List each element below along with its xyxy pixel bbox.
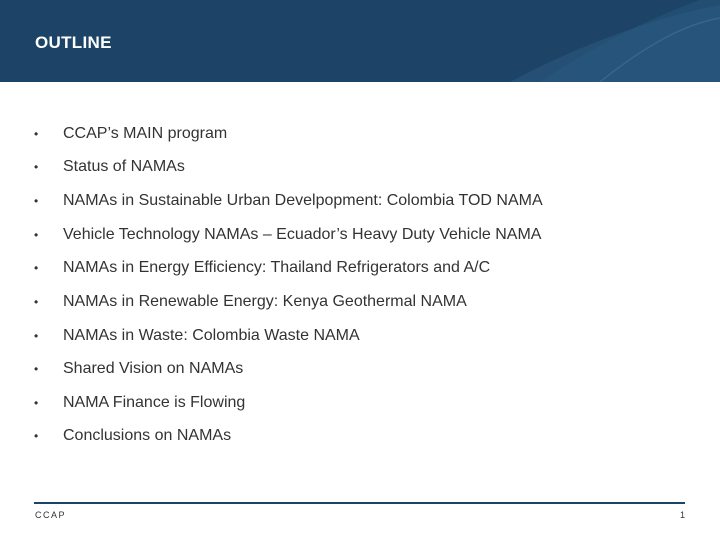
- bullet-marker: •: [34, 261, 39, 275]
- bullet-item: [0, 291, 720, 313]
- bullet-text: NAMA Finance is Flowing: [63, 394, 246, 411]
- bullet-marker: •: [34, 429, 39, 443]
- bullet-marker: •: [34, 160, 39, 174]
- slide-title: OUTLINE: [35, 33, 112, 52]
- footer-divider: [34, 502, 685, 504]
- bullet-item: [0, 425, 720, 447]
- bullet-marker: •: [34, 362, 39, 376]
- bullet-text: Vehicle Technology NAMAs – Ecuador’s Heavy Duty Vehicle NAMA: [63, 226, 542, 243]
- bullet-item: [0, 257, 720, 279]
- footer-logo-text: CCAP: [35, 510, 67, 520]
- page-number: 1: [679, 510, 685, 520]
- bullet-item: [0, 325, 720, 347]
- bullet-text: CCAP’s MAIN program: [63, 125, 228, 142]
- bullet-marker: •: [34, 228, 39, 242]
- bullet-text: NAMAs in Energy Efficiency: Thailand Refrigerators and A/C: [63, 259, 491, 276]
- bullet-text: Status of NAMAs: [63, 158, 185, 175]
- bullet-marker: •: [34, 295, 39, 309]
- bullet-marker: •: [34, 396, 39, 410]
- bullet-text: NAMAs in Renewable Energy: Kenya Geothermal NAMA: [63, 293, 467, 310]
- bullet-marker: •: [34, 194, 39, 208]
- bullet-text: Conclusions on NAMAs: [63, 427, 232, 444]
- bullet-text: Shared Vision on NAMAs: [63, 360, 244, 377]
- bullet-marker: •: [34, 329, 39, 343]
- bullet-item: [0, 123, 720, 145]
- bullet-item: [0, 224, 720, 246]
- bullet-item: [0, 392, 720, 414]
- bullet-text: NAMAs in Sustainable Urban Develpopment: Colombia TOD NAMA: [63, 192, 543, 209]
- bullet-item: [0, 358, 720, 380]
- bullet-marker: •: [34, 127, 39, 141]
- bullet-text: NAMAs in Waste: Colombia Waste NAMA: [63, 327, 360, 344]
- bullet-item: [0, 156, 720, 178]
- bullet-item: [0, 190, 720, 212]
